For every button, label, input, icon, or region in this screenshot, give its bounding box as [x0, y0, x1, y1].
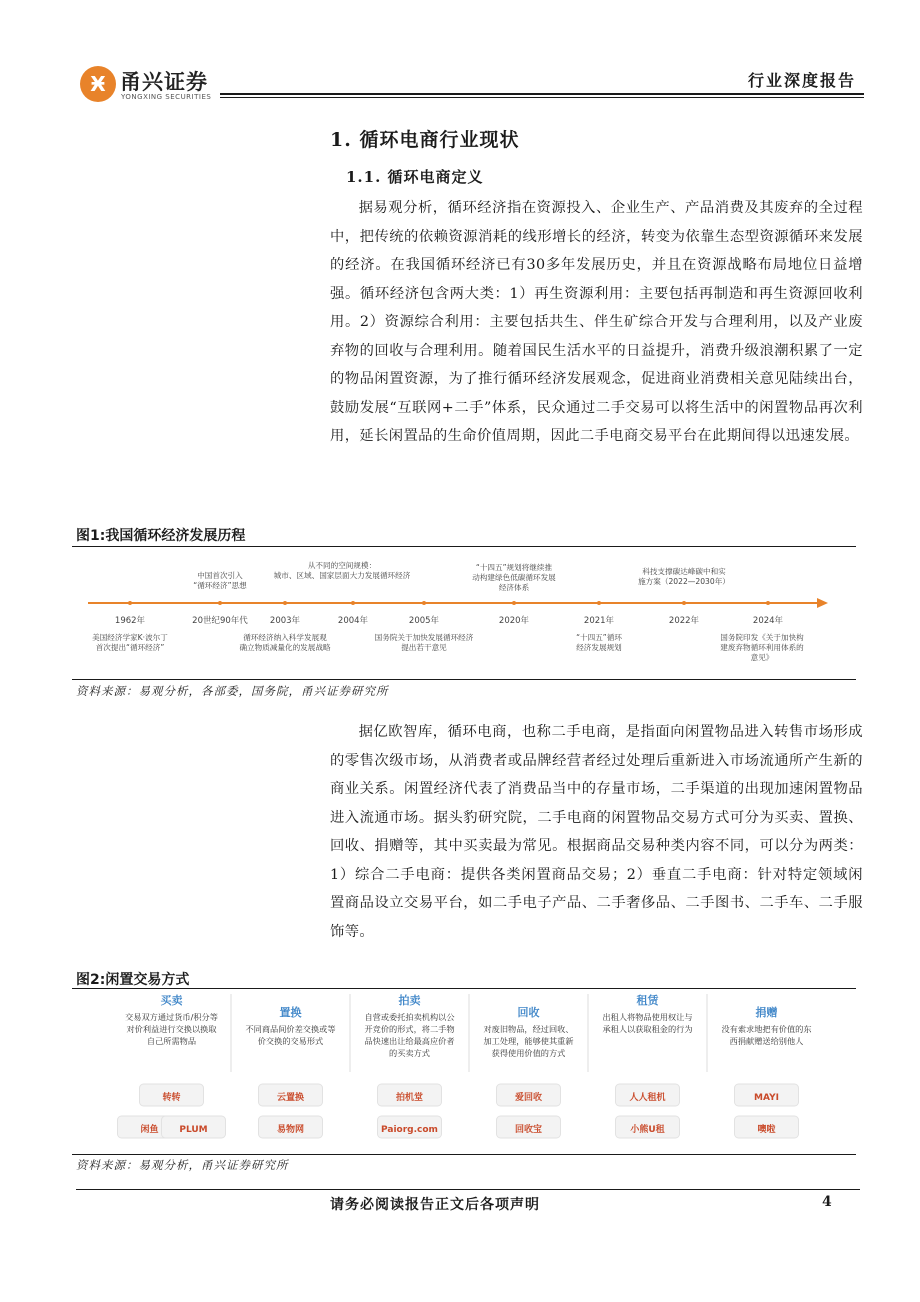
mode-description: 自己所需物品: [146, 1036, 197, 1046]
platform-logo-label: 云置换: [276, 1093, 305, 1103]
platform-logo-label: 闲鱼: [140, 1125, 159, 1135]
header-rule: [220, 93, 864, 95]
mode-description: 承租人以获取租金的行为: [602, 1024, 693, 1034]
mode-name: 租赁: [636, 994, 659, 1007]
timeline-tick: [351, 601, 355, 605]
mode-description: 交易双方通过货币/积分等: [125, 1012, 218, 1022]
mode-name: 捐赠: [755, 1006, 778, 1019]
timeline-event-above: 经济体系: [498, 583, 530, 592]
company-name-en: YONGXING SECURITIES: [121, 93, 212, 101]
timeline-diagram: [72, 550, 856, 675]
timeline-event-below: 美国经济学家K·波尔丁: [92, 633, 168, 642]
mode-description: 对价利益进行交换以换取: [126, 1024, 217, 1034]
timeline-event-below: 经济发展规划: [576, 643, 622, 652]
page-number: 4: [822, 1194, 832, 1210]
platform-logo-label: 易物网: [276, 1125, 305, 1135]
timeline-tick: [128, 601, 132, 605]
mode-description: 出租人将物品使用权让与: [602, 1012, 693, 1022]
timeline-year: 20世纪90年代: [192, 616, 248, 626]
figure1-source: 资料来源：易观分析，各部委，国务院，甬兴证券研究所: [76, 684, 389, 698]
footer-disclaimer: 请务必阅读报告正文后各项声明: [330, 1197, 540, 1213]
paragraph-1: 据易观分析，循环经济指在资源投入、企业生产、产品消费及其废弃的全过程中，把传统的依赖资源消耗的线形增长的经济，转变为依靠生态型资源循环来发展的经济。在我国循环经济已有30多年发展历史，并且在资源战略布局地位日益增强。循环经济包含两大类：1）再生资源利用：主要包括再制造和再生资源回收利用。2）资源综合利用：主要包括共生、伴生矿综合开发与合理利用，以及产业废弃物的回收与合理利用。随着国民生活水平的日益提升，消费升级浪潮积累了一定的物品闲置资源，为了推行循环经济发展观念，促进商业消费相关意见陆续出台，鼓励发展“互联网+二手”体系，民众通过二手交易可以将生活中的闲置物品再次利用，延长闲置品的生命价值周期，因此二手电商交易平台在此期间得以迅速发展。: [330, 200, 863, 444]
section-heading: 1. 循环电商行业现状: [330, 129, 520, 151]
company-name: 甬兴证券: [120, 70, 208, 94]
mode-description: 自营或委托拍卖机构以公: [364, 1012, 455, 1022]
platform-logo-label: 小熊U租: [630, 1125, 665, 1135]
mode-description: 价交换的交易形式: [257, 1036, 324, 1046]
footer-rule: [76, 1189, 860, 1190]
timeline-year: 2022年: [668, 616, 700, 626]
figure1-top-rule: [72, 546, 856, 547]
timeline-year: 2003年: [269, 616, 301, 626]
mode-description: 西捐献赠送给别他人: [729, 1036, 804, 1046]
platform-logo-label: 转转: [162, 1093, 181, 1103]
paragraph-2: 据亿欧智库，循环电商，也称二手电商，是指面向闲置物品进入转售市场形成的零售次级市场，从消费者或品牌经营者经过处理后重新进入市场流通所产生新的商业关系。闲置经济代表了消费品当中的存量市场，二手渠道的出现加速闲置物品进入流通市场。据头豹研究院，二手电商的闲置物品交易方式可分为买卖、置换、回收、捐赠等，其中买卖最为常见。根据商品交易种类内容不同，可以分为两类：1）综合二手电商：提供各类闲置商品交易；2）垂直二手电商：针对特定领域闲置商品设立交易平台，如二手电子产品、二手奢侈品、二手图书、二手车、二手服饰等。: [330, 724, 863, 940]
timeline-tick: [512, 601, 516, 605]
timeline-event-below: 循环经济纳入科学发展观: [243, 633, 327, 642]
figure2-title: 图2:闲置交易方式: [76, 972, 190, 988]
timeline-event-above: “循环经济”思想: [193, 581, 247, 590]
mode-description: 不同商品间价差交换或等: [245, 1024, 336, 1034]
mode-description: 获得使用价值的方式: [491, 1048, 566, 1058]
platform-logo-label: PLUM: [179, 1125, 208, 1135]
platform-logo-label: 人人租机: [629, 1093, 666, 1103]
timeline-tick: [422, 601, 426, 605]
timeline-tick: [218, 601, 222, 605]
mode-description: 对废旧物品，经过回收、: [483, 1024, 574, 1034]
mode-name: 买卖: [160, 994, 183, 1007]
timeline-event-below: 建废弃物循环利用体系的: [720, 643, 804, 652]
mode-name: 拍卖: [398, 994, 421, 1007]
timeline-event-below: 国务院印发《关于加快构: [720, 633, 804, 642]
figure2-source: 资料来源：易观分析，甬兴证券研究所: [76, 1158, 289, 1172]
timeline-event-above: 中国首次引入: [197, 571, 243, 580]
platform-logo-label: Paiorg.com: [381, 1125, 438, 1135]
figure1-bottom-rule: [72, 679, 856, 680]
timeline-arrow-icon: [817, 598, 828, 608]
figure1-title: 图1:我国循环经济发展历程: [76, 528, 246, 544]
mode-description: 加工处理，能够使其重新: [483, 1036, 574, 1046]
timeline-year: 2021年: [583, 616, 615, 626]
figure2-top-rule: [72, 988, 856, 989]
timeline-year: 1962年: [114, 616, 146, 626]
timeline-tick: [766, 601, 770, 605]
timeline-tick: [597, 601, 601, 605]
platform-logo-label: 回收宝: [514, 1125, 543, 1135]
platform-logo-label: 拍机堂: [395, 1093, 424, 1103]
subsection-heading: 1.1. 循环电商定义: [346, 168, 484, 186]
timeline-tick: [283, 601, 287, 605]
mode-description: 开竞价的形式，将二手物: [364, 1024, 455, 1034]
timeline-tick: [682, 601, 686, 605]
figure2-bottom-rule: [72, 1154, 856, 1155]
mode-description: 的买卖方式: [389, 1048, 430, 1058]
platform-logo-label: MAYI: [754, 1093, 779, 1103]
platform-logo-label: 爱回收: [514, 1093, 543, 1103]
trade-modes-diagram: [72, 990, 856, 1152]
mode-name: 回收: [517, 1006, 540, 1019]
platform-logo-label: 噢啦: [757, 1125, 776, 1135]
timeline-event-above: 施方案（2022—2030年）: [638, 577, 730, 586]
timeline-event-below: 确立物质减量化的发展战略: [239, 643, 331, 652]
header-rule-thin: [220, 97, 864, 98]
mode-description: 没有索求地把有价值的东: [721, 1024, 812, 1034]
mode-description: 品快速出让给最高应价者: [364, 1036, 455, 1046]
timeline-event-above: 从不同的空间规模：: [307, 561, 377, 570]
timeline-event-above: 动构建绿色低碳循环发展: [472, 573, 556, 582]
mode-name: 置换: [279, 1006, 302, 1019]
timeline-year: 2020年: [498, 616, 530, 626]
timeline-year: 2004年: [337, 616, 369, 626]
timeline-event-below: “十四五”循环: [576, 633, 622, 642]
timeline-event-above: 科技支撑碳达峰碳中和实: [642, 567, 726, 576]
timeline-event-below: 首次提出“循环经济”: [95, 643, 165, 652]
timeline-event-below: 国务院关于加快发展循环经济: [374, 633, 474, 642]
timeline-event-below: 提出若干意见: [401, 643, 447, 652]
timeline-year: 2005年: [408, 616, 440, 626]
company-logo-icon: Ӿ: [80, 66, 116, 102]
timeline-event-above: “十四五”规划将继续推: [475, 563, 553, 572]
timeline-event-above: 城市、区域、国家层面大力发展循环经济: [273, 571, 411, 580]
report-type: 行业深度报告: [747, 71, 856, 90]
timeline-year: 2024年: [752, 616, 784, 626]
timeline-event-below: 意见》: [750, 653, 774, 662]
